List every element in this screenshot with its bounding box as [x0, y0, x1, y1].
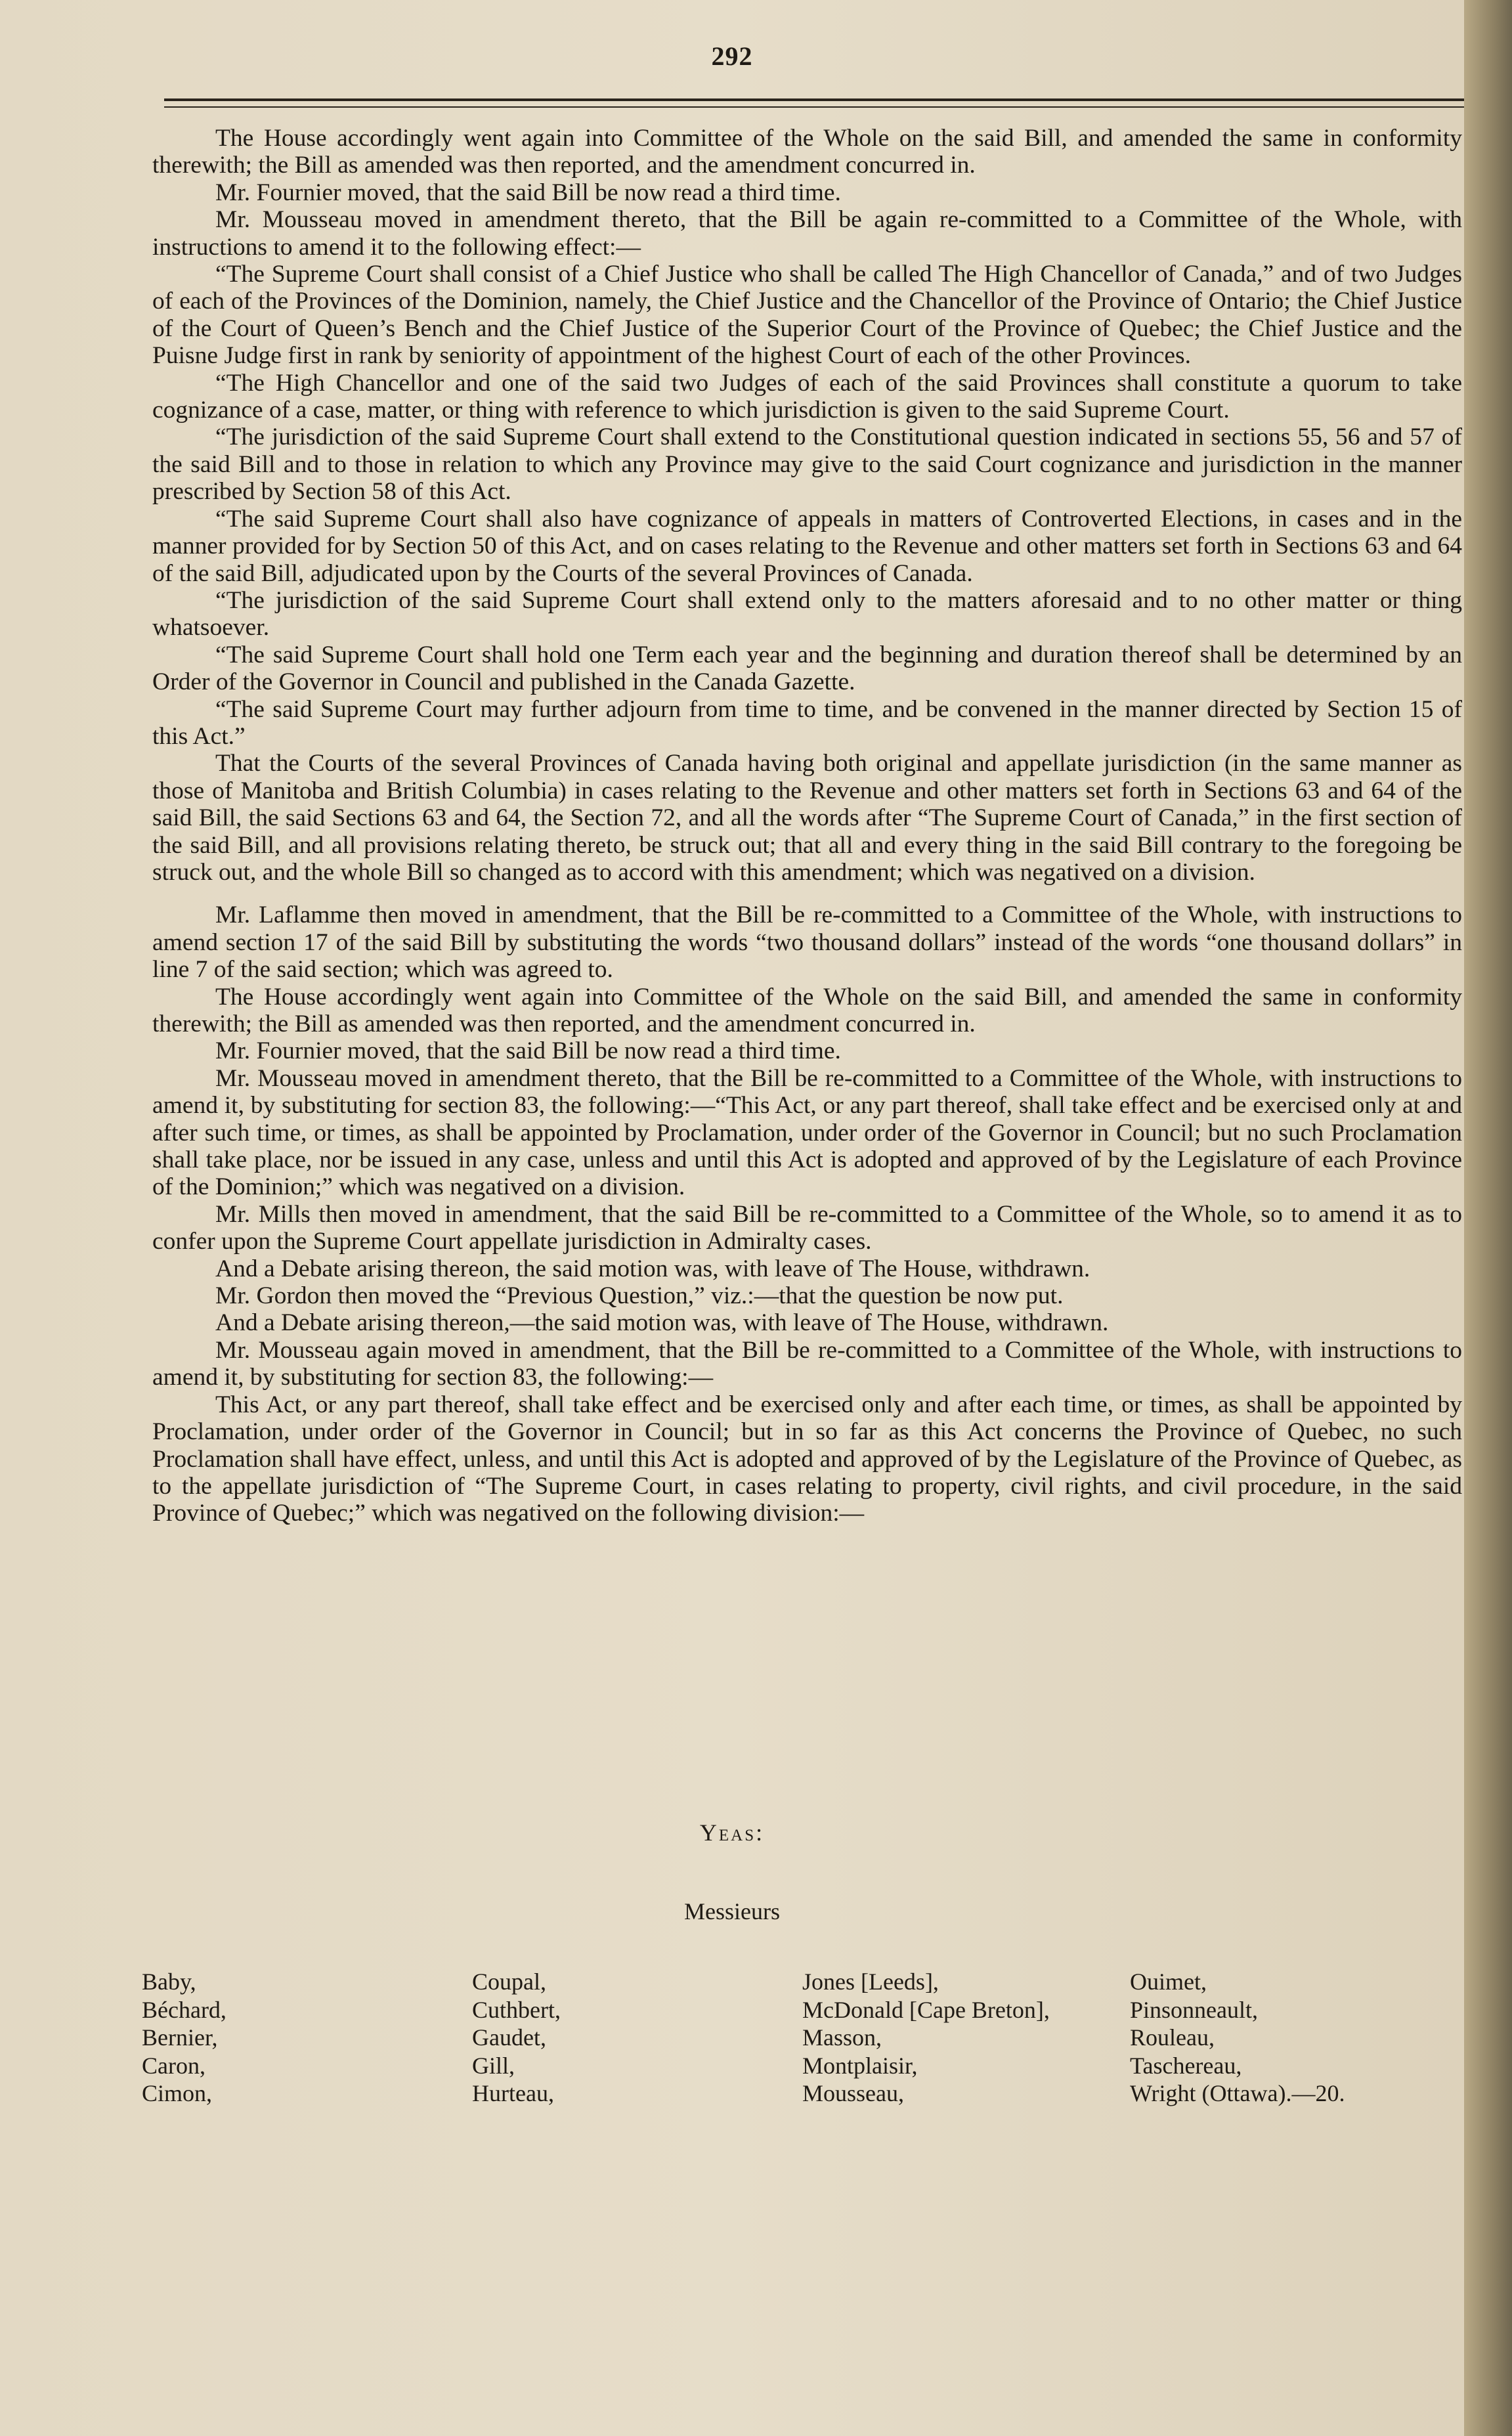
paragraph: Mr. Mousseau again moved in amendment, that the Bill be re-committed to a Committee of the Whole, with instructions to amend it, by substituting for section 83, the following:—: [152, 1336, 1462, 1391]
member-name: McDonald [Cape Breton],: [802, 1996, 1050, 2023]
paragraph: “The said Supreme Court shall also have cognizance of appeals in matters of Controverted Elections, in cases and in the manner provided for by Section 50 of this Act, and on cases relating to the Revenue and other matters set forth in Sections 63 and 64 of the said Bill, adjudicated upon by the Courts of the several Provinces of Canada.: [152, 505, 1462, 587]
member-name: Gill,: [472, 2052, 515, 2079]
paragraph: And a Debate arising thereon, the said motion was, with leave of The House, withdrawn.: [215, 1255, 1091, 1282]
paragraph: Mr. Fournier moved, that the said Bill be now read a third time.: [215, 1037, 841, 1065]
names-column: [142, 1968, 470, 2108]
member-name: Taschereau,: [1130, 2052, 1242, 2079]
member-name: Cimon,: [142, 2080, 213, 2106]
paragraph: “The jurisdiction of the said Supreme Court shall extend only to the matters aforesaid and to no other matter or thing whatsoever.: [152, 586, 1462, 642]
paragraph: Mr. Mousseau moved in amendment thereto, that the Bill be re-committed to a Committee of the Whole, with instructions to amend it, by substituting for section 83, the following:—“This Act, or any part thereof, shall take effect and be exercised only at and after such time, or times, as shall be appointed by Proclamation, under order of the Governor in Council; but no such Proclamation shall take place, nor be issued in any case, unless and until this Act is adopted and approved of by the Legislature of each Province of the Dominion;” which was negatived on a division.: [152, 1064, 1462, 1201]
member-name: Wright (Ottawa).—20.: [1130, 2080, 1345, 2106]
member-name: Béchard,: [142, 1996, 227, 2023]
member-name: Montplaisir,: [802, 2052, 918, 2079]
member-name: Cuthbert,: [472, 1996, 561, 2023]
names-column: [472, 1968, 800, 2108]
member-name: Hurteau,: [472, 2080, 554, 2106]
paragraph: “The High Chancellor and one of the said two Judges of each of the said Provinces shall constitute a quorum to take cognizance of a case, matter, or thing with reference to which jurisdiction is given to the said Supreme Court.: [152, 369, 1462, 424]
member-name: Rouleau,: [1130, 2024, 1215, 2051]
member-name: Pinsonneault,: [1130, 1996, 1258, 2023]
paragraph: “The said Supreme Court may further adjourn from time to time, and be convened in the manner directed by Section 15 of this Act.”: [152, 695, 1462, 750]
proceedings-text: [152, 125, 1462, 1527]
names-column: [1130, 1968, 1458, 2108]
paragraph: The House accordingly went again into Committee of the Whole on the said Bill, and amended the same in conformity therewith; the Bill as amended was then reported, and the amendment concurred in.: [152, 983, 1462, 1037]
paragraph: Mr. Gordon then moved the “Previous Question,” viz.:—that the question be now put.: [215, 1282, 1064, 1310]
paragraph: “The Supreme Court shall consist of a Chief Justice who shall be called The High Chancellor of Canada,” and of two Judges of each of the Provinces of the Dominion, namely, the Chief Justice and the Chancellor of the Province of Ontario; the Chief Justice of the Court of Queen’s Bench and the Chief Justice of the Superior Court of the Province of Quebec; the Chief Justice and the Puisne Judge first in rank by seniority of appointment of the highest Court of each of the other Provinces.: [152, 261, 1462, 370]
member-name: Masson,: [802, 2024, 882, 2051]
page-edge: [1464, 0, 1512, 2436]
paragraph: And a Debate arising thereon,—the said motion was, with leave of The House, withdrawn.: [215, 1309, 1109, 1337]
paragraph: That the Courts of the several Provinces of Canada having both original and appellate jurisdiction (in the same manner as those of Manitoba and British Columbia) in cases relating to the Revenue and other matters set forth in Sections 63 and 64 of the said Bill, the said Sections 63 and 64, the Section 72, and all the words after “The Supreme Court of Canada,” in the first section of the said Bill, and all provisions relating thereto, be struck out; that all and every thing in the said Bill contrary to the foregoing be struck out, and the whole Bill so changed as to accord with this amendment; which was negatived on a division.: [152, 750, 1462, 886]
paragraph: Mr. Mills then moved in amendment, that the said Bill be re-committed to a Committee of the Whole, so to amend it as to confer upon the Supreme Court appellate jurisdiction in Admiralty cases.: [152, 1200, 1462, 1255]
member-name: Baby,: [142, 1968, 196, 1995]
paragraph: The House accordingly went again into Committee of the Whole on the said Bill, and amended the same in conformity therewith; the Bill as amended was then reported, and the amendment concurred in.: [152, 125, 1462, 179]
header-rule-thin: [164, 106, 1464, 108]
paragraph: Mr. Mousseau moved in amendment thereto, that the Bill be again re-committed to a Committee of the Whole, with instructions to amend it to the following effect:—: [152, 206, 1462, 261]
member-name: Caron,: [142, 2052, 205, 2079]
member-name: Jones [Leeds],: [802, 1968, 939, 1995]
yeas-heading: Yeas:: [699, 1819, 765, 1846]
messieurs-heading: Messieurs: [684, 1898, 780, 1925]
paragraph: “The jurisdiction of the said Supreme Court shall extend to the Constitutional question indicated in sections 55, 56 and 57 of the said Bill and to those in relation to which any Province may give to the said Court cognizance and jurisdiction in the manner prescribed by Section 58 of this Act.: [152, 424, 1462, 506]
paragraph: This Act, or any part thereof, shall take effect and be exercised only and after each time, or times, as shall be appointed by Proclamation, under order of the Governor in Council; but in so far as this Act concerns the Province of Quebec, no such Proclamation shall have effect, unless, and until this Act is adopted and approved of by the Legislature of the Province of Quebec, as to the appellate jurisdiction of “The Supreme Court, in cases relating to property, civil rights, and civil procedure, in the said Province of Quebec;” which was negatived on the following division:—: [152, 1391, 1462, 1527]
names-column: [802, 1968, 1131, 2108]
member-name: Ouimet,: [1130, 1968, 1207, 1995]
paragraph: Mr. Fournier moved, that the said Bill be now read a third time.: [215, 179, 841, 206]
paragraph: Mr. Laflamme then moved in amendment, that the Bill be re-committed to a Committee of the Whole, with instructions to amend section 17 of the said Bill by substituting the words “two thousand dollars” instead of the words “one thousand dollars” in line 7 of the said section; which was agreed to.: [152, 902, 1462, 984]
paragraph: “The said Supreme Court shall hold one Term each year and the beginning and duration thereof shall be determined by an Order of the Governor in Council and published in the Canada Gazette.: [152, 641, 1462, 696]
member-name: Coupal,: [472, 1968, 546, 1995]
member-name: Mousseau,: [802, 2080, 904, 2106]
member-name: Bernier,: [142, 2024, 218, 2051]
member-name: Gaudet,: [472, 2024, 546, 2051]
page-number: 292: [711, 41, 753, 71]
header-rule-thick: [164, 98, 1464, 101]
